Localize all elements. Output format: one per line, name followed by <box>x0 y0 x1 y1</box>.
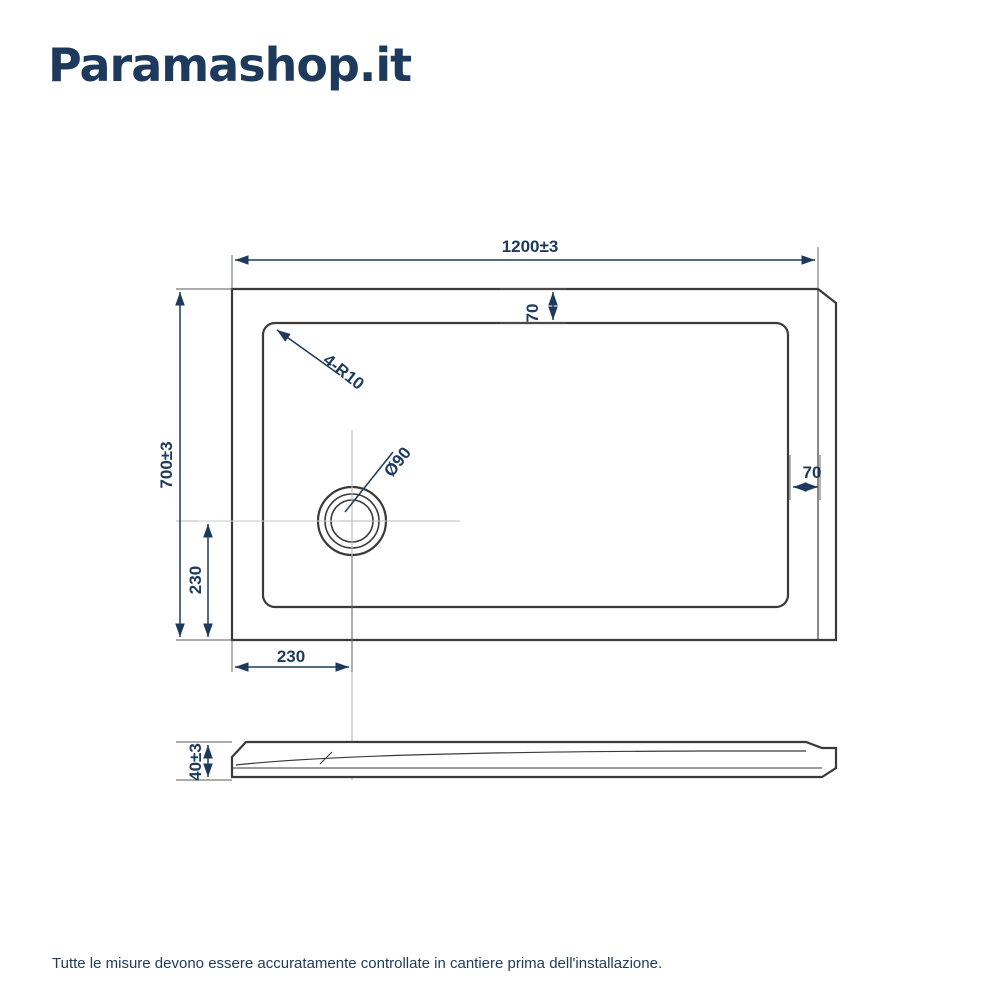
dim-label-drain-vertical: 230 <box>186 565 205 595</box>
dim-label-drain-diameter: Ø90 <box>380 443 415 481</box>
dim-label-top-inset: 70 <box>523 303 542 323</box>
dim-label-depth: 700±3 <box>157 441 176 489</box>
dim-label-width: 1200±3 <box>501 237 559 256</box>
tray-side-view <box>232 742 836 777</box>
installation-note: Tutte le misure devono essere accuratamente controllate in cantiere prima dell'installazione. <box>52 955 663 972</box>
brand-logo: Paramashop.it <box>48 38 412 92</box>
dim-label-right-inset: 70 <box>802 463 822 482</box>
dim-label-height: 40±3 <box>186 743 205 781</box>
tray-top-view <box>232 289 836 640</box>
dim-label-corner-radius: 4-R10 <box>319 350 368 394</box>
dim-label-drain-horizontal: 230 <box>276 647 306 666</box>
side-view-outline <box>232 742 836 777</box>
